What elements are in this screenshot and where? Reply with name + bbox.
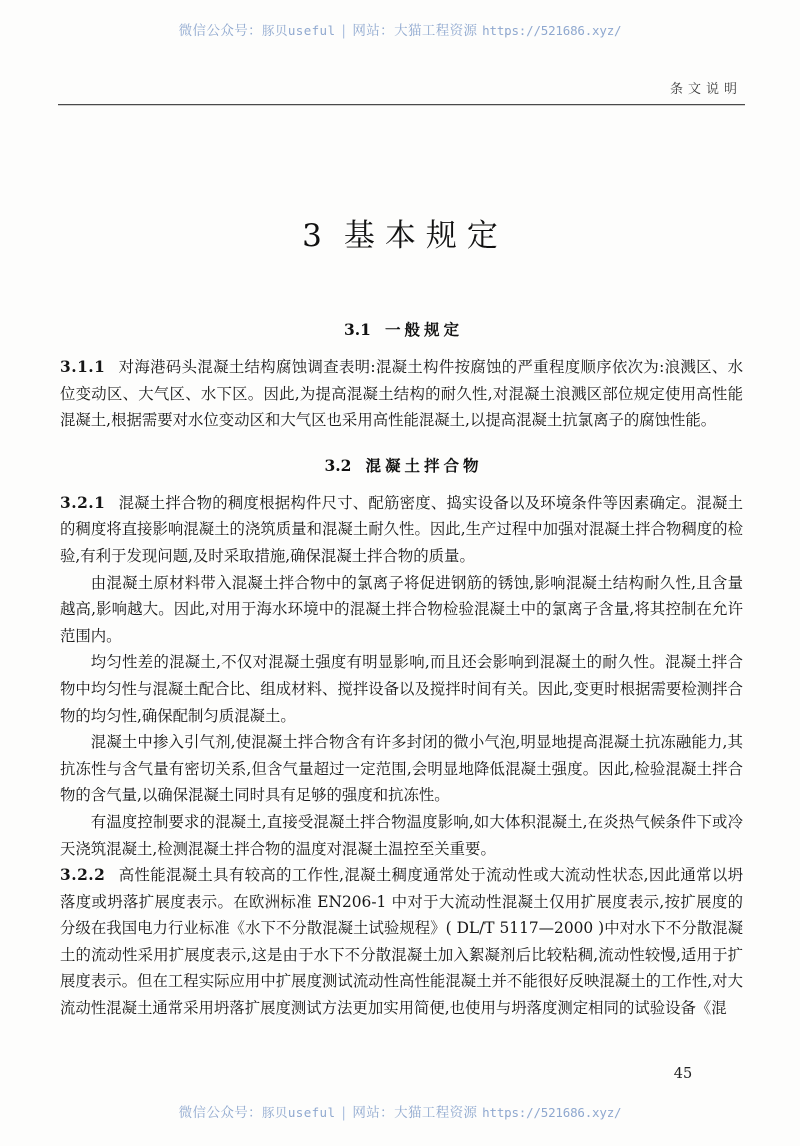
section-title-3-2: 混凝土拌合物 [365,455,483,475]
page-content [60,318,743,1022]
clause-text-3-1-1: 对海港码头混凝土结构腐蚀调查表明:混凝土构件按腐蚀的严重程度顺序依次为:浪溅区、水位变动区、大气区、水下区。因此,为提高混凝土结构的耐久性,对混凝土浪溅区部位规定使用高性能混凝土,根据需要对水位变动区和大气区也采用高性能混凝土,以提高混凝土抗氯离子的腐蚀性能。 [60,358,743,430]
chapter-title-text: 基本规定 [343,218,508,254]
clause-3-1-1 [60,354,743,434]
watermark-site-label: 网站： [352,23,395,39]
section-number-3-1: 3.1 [344,320,371,339]
clause-3-2-1 [60,490,743,570]
spacer [60,476,743,490]
watermark-wechat-label: 微信公众号： [178,23,263,39]
watermark-url: https://521686.xyz/ [482,1105,622,1120]
paragraph-chloride: 由混凝土原材料带入混凝土拌合物中的氯离子将促进钢筋的锈蚀,影响混凝土结构耐久性,且含量越高,影响越大。因此,对用于海水环境中的混凝土拌合物检验混凝土中的氯离子含量,将其控制在允许范围内。 [60,573,743,645]
running-head: 条文说明 [669,82,742,97]
watermark-wechat-label: 微信公众号： [178,1105,263,1121]
section-title-3-1: 一般规定 [384,320,463,339]
clause-text-3-2-2: 高性能混凝土具有较高的工作性,混凝土稠度通常处于流动性或大流动性状态,因此通常以坍落度或坍落扩展度表示。在欧洲标准 EN206-1 中对于大流动性混凝土仅用扩展度表示,按扩展度的分级在我国电力行业标准《水下不分散混凝土试验规程》( DL/T 5117—2000 )中对水下不分散混凝土的流动性采用扩展度表示,这是由于水下不分散混凝土加入絮凝剂后比较粘稠,流动性较慢,适用于扩展度表示。但在工程实际应用中扩展度测试流动性高性能混凝土并不能很好反映混凝土的工作性,对大流动性混凝土通常采用坍落扩展度测试方法更加实用简便,也使用与坍落度测定相同的试验设备《混 [60,866,743,1018]
clause-number-3-1-1: 3.1.1 [60,358,106,376]
watermark-separator: | [341,1105,347,1121]
watermark-site-label: 网站： [352,1105,395,1121]
clause-text-3-2-1: 混凝土拌合物的稠度根据构件尺寸、配筋密度、捣实设备以及环境条件等因素确定。混凝土的稠度将直接影响混凝土的浇筑质量和混凝土耐久性。因此,生产过程中加强对混凝土拌合物稠度的检验,有利于发现问题,及时采取措施,确保混凝土拌合物的质量。 [60,493,743,565]
watermark-wechat-name: 豚贝useful [262,23,336,38]
clause-3-2-2 [60,862,743,1022]
clause-number-3-2-1: 3.2.1 [60,493,106,512]
watermark-site-name: 大猫工程资源 [394,1105,478,1121]
clause-number-3-2-2: 3.2.2 [60,866,106,885]
watermark-top [0,19,800,39]
paragraph-uniformity: 均匀性差的混凝土,不仅对混凝土强度有明显影响,而且还会影响到混凝土的耐久性。混凝土拌合物中均匀性与混凝土配合比、组成材料、搅拌设备以及搅拌时间有关。因此,变更时根据需要检测拌合物的均匀性,确保配制匀质混凝土。 [60,653,743,725]
watermark-bottom [0,1101,800,1121]
watermark-site-name: 大猫工程资源 [394,23,478,39]
section-heading-3-2 [60,454,743,476]
paragraph-air-entraining: 混凝土中掺入引气剂,使混凝土拌合物含有许多封闭的微小气泡,明显地提高混凝土抗冻融能力,其抗冻性与含气量有密切关系,但含气量超过一定范围,会明显地降低混凝土强度。因此,检验混凝土拌合物的含气量,以确保混凝土同时具有足够的强度和抗冻性。 [60,733,743,805]
section-number-3-2: 3.2 [324,455,352,475]
watermark-url: https://521686.xyz/ [482,23,622,38]
header-rule [58,104,745,105]
watermark-separator: | [341,23,347,39]
section-heading-3-1 [60,318,743,340]
watermark-wechat-name: 豚贝useful [262,1105,336,1120]
spacer [60,434,743,454]
spacer [60,340,743,354]
chapter-number: 3 [302,218,322,254]
paragraph-temperature: 有温度控制要求的混凝土,直接受混凝土拌合物温度影响,如大体积混凝土,在炎热气候条件下或冷天浇筑混凝土,检测混凝土拌合物的温度对混凝土温控至关重要。 [60,812,743,858]
page-number: 45 [673,1066,693,1082]
chapter-title [0,210,800,255]
